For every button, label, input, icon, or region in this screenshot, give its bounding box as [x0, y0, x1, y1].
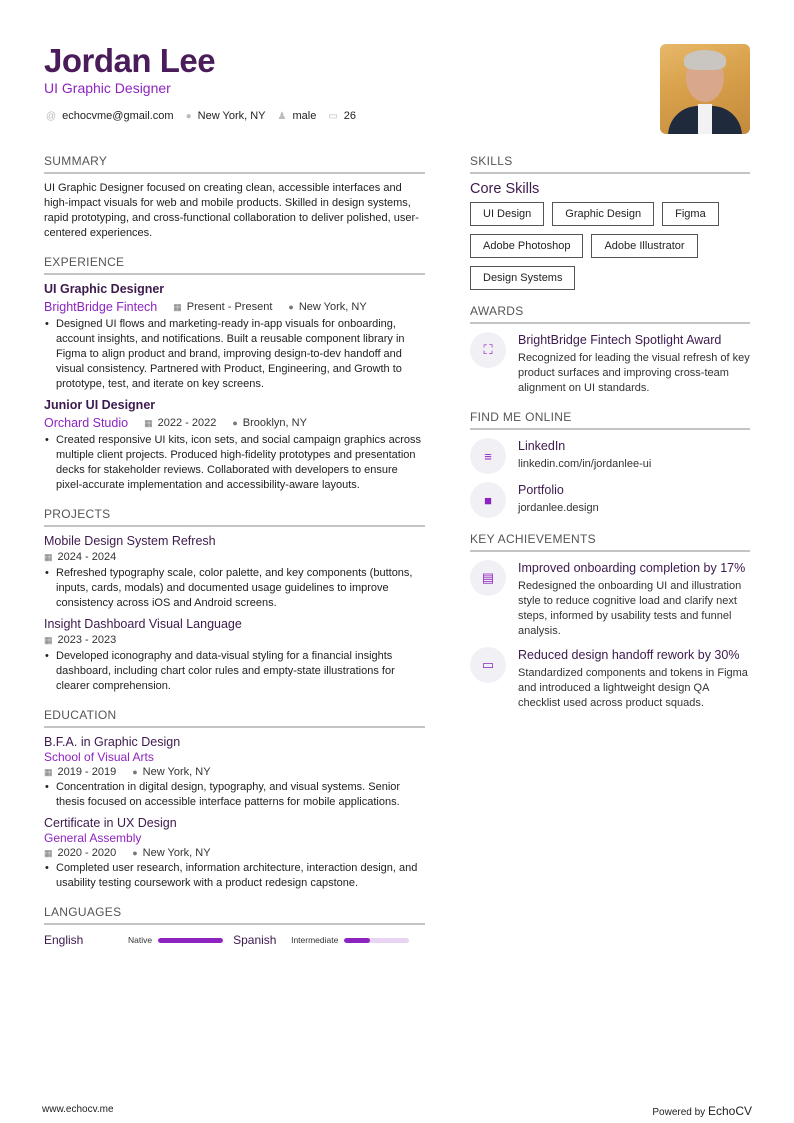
job-title: UI Graphic Designer — [44, 282, 165, 296]
email[interactable]: echocvme@gmail.com — [62, 110, 174, 122]
monitor-icon: ▭ — [470, 647, 506, 683]
language-bar — [158, 938, 223, 943]
left-column — [44, 154, 425, 961]
languages-section — [44, 905, 425, 947]
award-icon: ⛶ — [470, 332, 506, 368]
bullet: • Developed iconography and data-visual styling for a financial insights dashboard, including chart color rules and empty-state illustrations for clearer comprehension. — [44, 649, 425, 694]
achievement-description: Redesigned the onboarding UI and illustration style to reduce cognitive load and clarify next steps, informed by usability tests and funnel analysis. — [518, 580, 742, 637]
link-label: LinkedIn — [518, 439, 566, 453]
bullet: • Refreshed typography scale, color palette, and key components (buttons, inputs, cards, modals) and documented usage guidelines to improve consistency across iOS and Android screens. — [44, 566, 425, 611]
language-level: Native — [128, 935, 153, 945]
powered-label: Powered by — [652, 1107, 706, 1118]
profile-photo — [660, 44, 750, 134]
award-title: BrightBridge Fintech Spotlight Award — [518, 333, 722, 347]
degree: Certificate in UX Design — [44, 816, 177, 830]
award-description: Recognized for leading the visual refresh of key product surfaces and improving cross-team alignment on UI standards. — [518, 352, 750, 394]
location-pin-icon: ● — [288, 302, 294, 312]
at-icon: @ — [46, 111, 57, 122]
location-pin-icon: ● — [185, 111, 192, 122]
calendar-icon: ▦ — [44, 767, 53, 777]
footer-powered — [652, 1104, 752, 1118]
language-bar-fill — [344, 938, 370, 943]
location: New York, NY — [298, 301, 367, 313]
skill-tag: Graphic Design — [552, 202, 654, 226]
skill-tag: UI Design — [470, 202, 544, 226]
location: New York, NY — [142, 847, 211, 859]
location: Brooklyn, NY — [242, 417, 307, 429]
link-url[interactable]: linkedin.com/in/jordanlee-ui — [518, 458, 652, 470]
skill-tag: Adobe Photoshop — [470, 234, 583, 258]
gender: male — [292, 110, 317, 122]
right-column — [470, 154, 750, 725]
section-heading: SUMMARY — [44, 154, 425, 174]
school: School of Visual Arts — [44, 750, 154, 764]
candidate-name: Jordan Lee — [44, 42, 216, 79]
location: New York, NY — [142, 766, 211, 778]
section-heading: LANGUAGES — [44, 905, 425, 925]
candidate-title: UI Graphic Designer — [44, 80, 171, 96]
achievement-title: Improved onboarding completion by 17% — [518, 561, 746, 575]
linkedin-icon: ≡ — [470, 438, 506, 474]
bullet: • Completed user research, information architecture, interaction design, and usability testing coursework with a product redesign capstone. — [44, 861, 425, 891]
calendar-icon: ▦ — [144, 418, 153, 428]
projects-section — [44, 507, 425, 694]
dates: 2024 - 2024 — [57, 551, 117, 563]
age: 26 — [343, 110, 357, 122]
skill-tag: Figma — [662, 202, 719, 226]
dates: 2019 - 2019 — [57, 766, 117, 778]
section-heading: FIND ME ONLINE — [470, 410, 750, 430]
project-title: Insight Dashboard Visual Language — [44, 617, 242, 631]
section-heading: SKILLS — [470, 154, 750, 174]
project-title: Mobile Design System Refresh — [44, 534, 216, 548]
section-heading: KEY ACHIEVEMENTS — [470, 532, 750, 552]
calendar-icon: ▦ — [44, 635, 53, 645]
dates: 2022 - 2022 — [157, 417, 217, 429]
online-section — [470, 410, 750, 518]
degree: B.F.A. in Graphic Design — [44, 735, 181, 749]
footer-site[interactable]: www.echocv.me — [42, 1104, 114, 1115]
awards-section — [470, 304, 750, 396]
summary-text: UI Graphic Designer focused on creating clean, accessible interfaces and high-impact visuals for web and mobile products. Skilled in design systems, rapid prototyping, and cross-functional collaboration to deliver polished, user-centered experiences. — [44, 182, 419, 239]
language-name: Spanish — [233, 933, 277, 947]
dates: 2020 - 2020 — [57, 847, 117, 859]
summary-section — [44, 154, 425, 241]
skill-tag: Design Systems — [470, 266, 575, 290]
chat-bubble-icon: ■ — [470, 482, 506, 518]
calendar-icon: ▭ — [328, 111, 338, 122]
job-title: Junior UI Designer — [44, 398, 156, 412]
calendar-icon: ▦ — [44, 848, 53, 858]
experience-item — [44, 282, 425, 392]
dates: Present - Present — [186, 301, 273, 313]
experience-item — [44, 398, 425, 493]
calendar-icon: ▦ — [173, 302, 182, 312]
bullet: • Concentration in digital design, typography, and visual systems. Senior thesis focused on accessible interface patterns for mobile applications. — [44, 780, 425, 810]
location-pin-icon: ● — [232, 418, 238, 428]
achievement-description: Standardized components and tokens in Figma and introduced a lightweight design QA checklist used across product squads. — [518, 667, 748, 709]
language-bar-fill — [158, 938, 223, 943]
company: BrightBridge Fintech — [44, 300, 158, 314]
skills-section — [470, 154, 750, 290]
achievements-section — [470, 532, 750, 711]
link-label: Portfolio — [518, 483, 564, 497]
achievement-title: Reduced design handoff rework by 30% — [518, 648, 740, 662]
contact-row — [46, 110, 356, 122]
section-heading: AWARDS — [470, 304, 750, 324]
person-icon: ♟ — [277, 111, 287, 122]
section-heading: EDUCATION — [44, 708, 425, 728]
location-pin-icon: ● — [132, 848, 138, 858]
section-heading: EXPERIENCE — [44, 255, 425, 275]
language-level: Intermediate — [291, 935, 339, 945]
experience-section — [44, 255, 425, 493]
location-pin-icon: ● — [132, 767, 138, 777]
language-name: English — [44, 933, 84, 947]
archive-box-icon: ▤ — [470, 560, 506, 596]
language-bar — [344, 938, 409, 943]
link-url[interactable]: jordanlee.design — [518, 502, 599, 514]
skill-tag: Adobe Illustrator — [591, 234, 697, 258]
brand-name: EchoCV — [707, 1104, 752, 1118]
location: New York, NY — [197, 110, 266, 122]
bullet: • Designed UI flows and marketing-ready in-app visuals for onboarding, account insights, and notifications. Built a reusable component library in Figma to align product and brand, improving design-to-dev handoff and visual consistency. Partnered with Product, Engineering, and Growth to prototype, test, and iterate on key screens. — [44, 317, 425, 392]
skill-group-title: Core Skills — [470, 181, 540, 197]
company: Orchard Studio — [44, 416, 129, 430]
education-section — [44, 708, 425, 891]
school: General Assembly — [44, 831, 142, 845]
dates: 2023 - 2023 — [57, 634, 117, 646]
calendar-icon: ▦ — [44, 552, 53, 562]
section-heading: PROJECTS — [44, 507, 425, 527]
bullet: • Created responsive UI kits, icon sets, and social campaign graphics across multiple client projects. Produced high-fidelity prototypes and presentation decks for stakeholder reviews. Collaborated with developers to ensure pixel-accurate implementation and accessibility-aware layouts. — [44, 433, 425, 493]
